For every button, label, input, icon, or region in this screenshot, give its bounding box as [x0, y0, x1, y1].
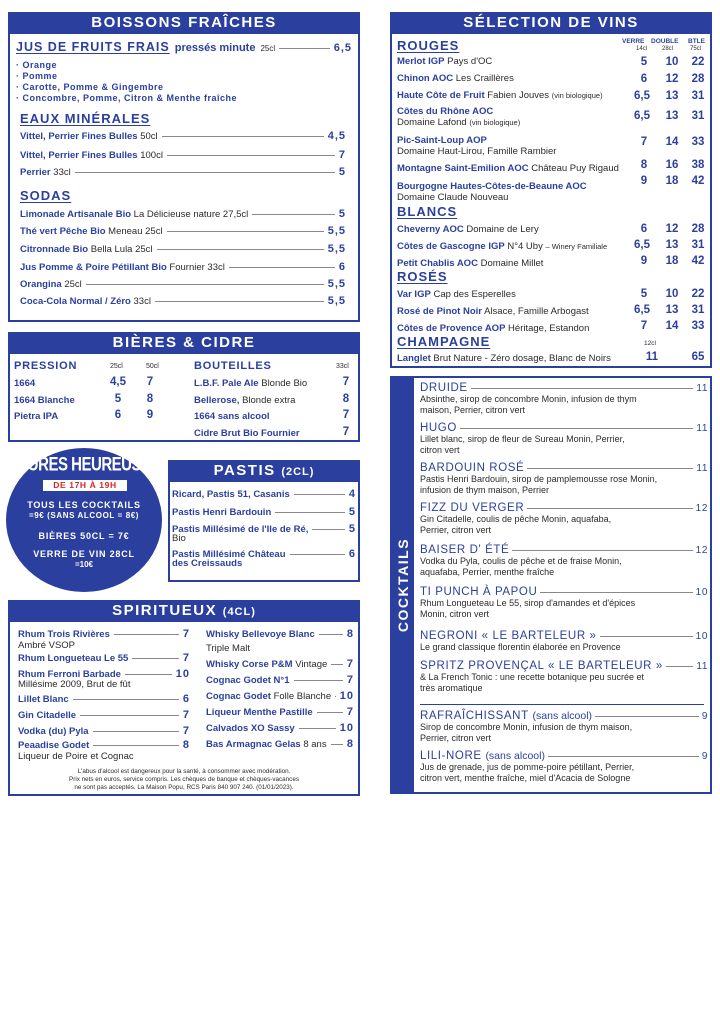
- happy-hour-badge: HEURES HEUREUSES DE 17H À 19H TOUS LES COCKTAILS =9€ (SANS ALCOOL = 8€) BIÈRES 50CL = 7€ VERRE DE VIN 28CL =10€: [6, 448, 162, 592]
- jus-item: · Pomme: [16, 71, 58, 81]
- pastis-title: PASTIS: [213, 462, 276, 479]
- soda-row: Orangina 25cl 5,5: [20, 278, 346, 290]
- roses-title: ROSÉS: [397, 269, 448, 284]
- spiritueux-box: SPIRITUEUX (4CL) Rhum Trois Rivières 7 Ambré VSOP Rhum Longueteau Le 55 7 Rhum Ferroni Barbade 10 Millésime 2009, Brut de fût Lillet Blanc 6 Gin Citadelle 7 Vodka (du) Pyla 7 Peaadise Godet 8 Liqueur de Poire et Cognac Whisky Bellevoye Blanc 8 Triple Malt Whisky Corse P&M Vintage 7 Cognac Godet N°1 7 Cognac Godet Folle Blanche 10 Liqueur Menthe Pastille 7 Calvados XO Sassy 10 Bas Armagnac Gelas 8 ans 8 L'abus d'alcool est dangereux pour la santé, à consommer avec modération. Prix nets en euros, service compris. Les chèques de banque et chèques-vacances ne sont pas acceptés. La Maison Popu, RCS Paris 840 907 240. (01/01/2023).: [8, 600, 360, 796]
- jus-item: · Orange: [16, 60, 58, 70]
- blancs-title: BLANCS: [397, 204, 458, 219]
- cocktail-item: BAISER D' ÉTÉ 12 Vodka du Pyla, coulis de pêche et de fraise Monin, aquafaba, Perrier, menthe fraîche: [420, 544, 708, 577]
- jus-item: · Concombre, Pomme, Citron & Menthe fraîche: [16, 93, 238, 103]
- cocktail-item: FIZZ DU VERGER 12 Gin Citadelle, coulis de pêche Monin, aquafaba, Perrier, citron vert: [420, 502, 708, 535]
- cocktail-item: NEGRONI « LE BARTELEUR » 10 Le grand classique florentin élaborée en Provence: [420, 630, 708, 652]
- happy-hours: DE 17H À 19H: [43, 480, 127, 491]
- jus-sub: pressés minute: [174, 42, 256, 54]
- cocktail-item: DRUIDE 11 Absinthe, sirop de concombre Monin, infusion de thym maison, Perrier, citron vert: [420, 382, 708, 415]
- jus-row: [16, 40, 352, 54]
- cocktail-item: HUGO 11 Lillet blanc, sirop de fleur de Sureau Monin, Perrier, citron vert: [420, 422, 708, 455]
- eaux-row: Perrier 33cl 5: [20, 166, 346, 178]
- rouges-title: ROUGES: [397, 38, 460, 53]
- pastis-box: PASTIS (2CL) Ricard, Pastis 51, Casanis 4 Pastis Henri Bardouin 5 Pastis Millésimé de l'Ile de Ré, 5 Bio Pastis Millésimé Château 6 des Creissauds: [168, 460, 360, 582]
- eaux-row: Vittel, Perrier Fines Bulles 50cl 4,5: [20, 130, 346, 142]
- eaux-row: Vittel, Perrier Fines Bulles 100cl 7: [20, 149, 346, 161]
- cocktail-sans-item: RAFRAÎCHISSANT (sans alcool) 9 Sirop de concombre Monin, infusion de thym maison, Perrier, citron vert: [420, 710, 708, 743]
- jus-price: 6,5: [333, 42, 352, 54]
- boissons-box: [8, 12, 360, 322]
- pression-label: PRESSION: [14, 360, 78, 372]
- champagne-title: CHAMPAGNE: [397, 334, 491, 349]
- happy-title: HEURES HEUREUSES: [7, 453, 161, 476]
- jus-item: · Carotte, Pomme & Gingembre: [16, 82, 164, 92]
- boissons-title: BOISSONS FRAÎCHES: [10, 14, 358, 34]
- spiritueux-title: SPIRITUEUX: [112, 602, 218, 619]
- soda-row: Thé vert Pêche Bio Meneau 25cl 5,5: [20, 225, 346, 237]
- vins-title: SÉLECTION DE VINS: [392, 14, 710, 34]
- legal-footer: L'abus d'alcool est dangereux pour la santé, à consommer avec modération. Prix nets en euros, service compris. Les chèques de banque et chèques-vacances ne sont pas acceptés. La Maison Popu, RCS Paris 840 907 240. (01/01/2023).: [69, 768, 299, 791]
- soda-row: Coca-Cola Normal / Zéro 33cl 5,5: [20, 295, 346, 307]
- cocktails-box: [390, 376, 712, 794]
- jus-title: JUS DE FRUITS FRAIS: [16, 40, 170, 54]
- cocktail-item: SPRITZ PROVENÇAL « LE BARTELEUR » 11 & La French Tonic : une recette botanique peu sucrée et très aromatique: [420, 660, 708, 693]
- soda-row: Limonade Artisanale Bio La Délicieuse nature 27,5cl 5: [20, 208, 346, 220]
- eaux-title: EAUX MINÉRALES: [20, 111, 151, 126]
- soda-row: Jus Pomme & Poire Pétillant Bio Fournier 33cl 6: [20, 261, 346, 273]
- sodas-title: SODAS: [20, 188, 72, 203]
- soda-row: Citronnade Bio Bella Lula 25cl 5,5: [20, 243, 346, 255]
- bouteilles-label: BOUTEILLES: [194, 360, 272, 372]
- cocktail-sans-item: LILI-NORE (sans alcool) 9 Jus de grenade, jus de pomme-poire pétillant, Perrier, citron vert, menthe fraîche, miel d'Acacia de Sologne: [420, 750, 708, 783]
- jus-vol: 25cl: [260, 44, 276, 53]
- vins-box: SÉLECTION DE VINS ROUGES VERRE DOUBLE BTLE 14cl 28cl 75cl Merlot IGP Pays d'OC 5 10 22 Chinon AOC Les Craillères 6 12 28 Haute Côte de Fruit Fabien Jouves (vin biologique) 6,5 13 31 Côtes du Rhône AOC Domaine Lafond (vin biologique) 6,5 13 31 Pic-Saint-Loup AOP Domaine Haut-Lirou, Famille Rambier 7 14 33 Montagne Saint-Emilion AOC Château Puy Rigaud 8 16 38 Bourgogne Hautes-Côtes-de-Beaune AOC Domaine Claude Nouveau 9 18 42 BLANCS Cheverny AOC Domaine de Lery 6 12 28 Côtes de Gascogne IGP N°4 Uby – Winery Familiale 6,5 13 31 Petit Chablis AOC Domaine Millet 9 18 42 ROSÉS Var IGP Cap des Esperelles 5 10 22 Rosé de Pinot Noir Alsace, Famille Arbogast 6,5 13 31 Côtes de Provence AOP Héritage, Estandon 7 14 33 CHAMPAGNE 12cl Langlet Brut Nature - Zéro dosage, Blanc de Noirs 11 65: [390, 12, 712, 368]
- cocktail-item: BARDOUIN ROSÉ 11 Pastis Henri Bardouin, sirop de pamplemousse rose Monin, infusion de thym maison, Perrier: [420, 462, 708, 495]
- cocktails-side: COCKTAILS: [392, 378, 414, 792]
- bieres-title: BIÈRES & CIDRE: [10, 334, 358, 354]
- bieres-box: BIÈRES & CIDRE PRESSION 25cl 50cl BOUTEILLES 33cl 1664 4,5 7 1664 Blanche 5 8 Pietra IPA 6 9 L.B.F. Pale Ale Blonde Bio 7 Bellerose, Blonde extra 8 1664 sans alcool 7 Cidre Brut Bio Fournier 7: [8, 332, 360, 442]
- divider: [420, 704, 704, 705]
- cocktail-item: TI PUNCH À PAPOU 10 Rhum Longueteau Le 55, sirop d'amandes et d'épices Monin, citron vert: [420, 586, 708, 619]
